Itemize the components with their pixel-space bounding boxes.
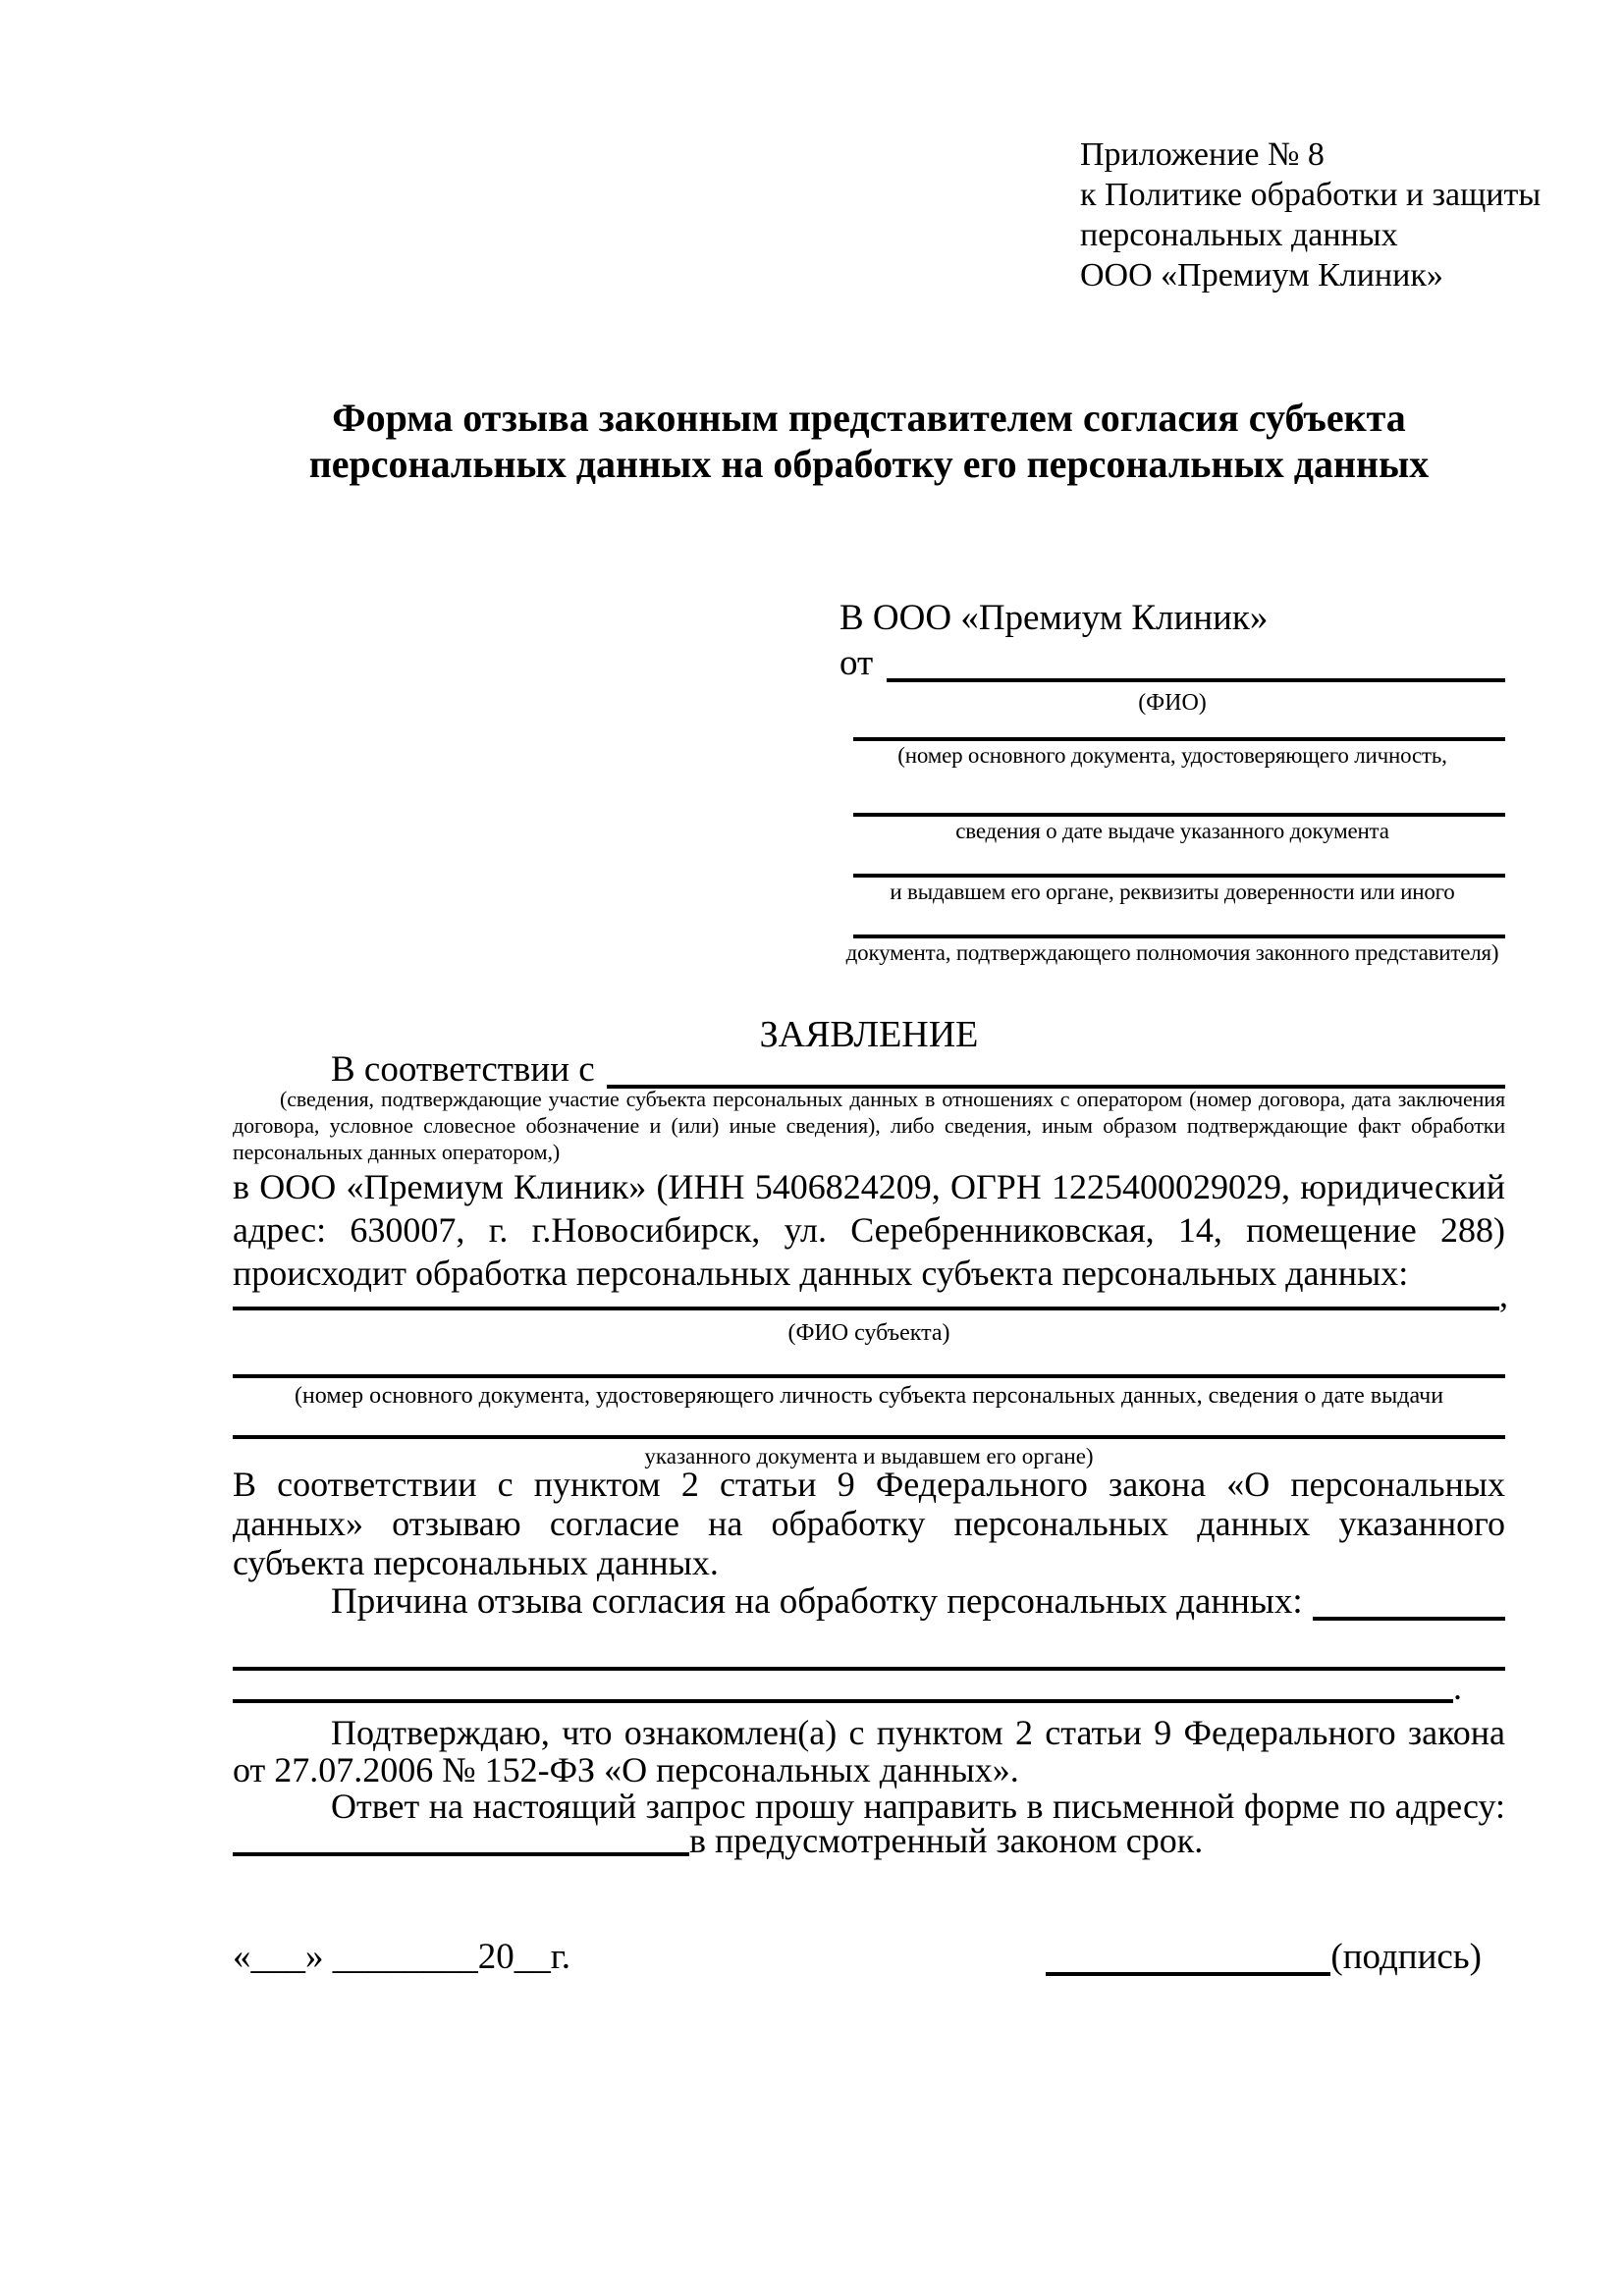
withdraw-paragraph: В соответствии с пунктом 2 статьи 9 Федерального закона «О персональных данных» отзываю согласие на обработку персональных данных указанного субъекта персональных данных. [233, 1465, 1505, 1582]
fio-caption: (ФИО) [1138, 690, 1207, 716]
addressee-from-row [839, 642, 1505, 685]
authority-doc-blank [853, 934, 1505, 938]
blank-caption: сведения о дате выдаче указанного документа [955, 819, 1389, 843]
page-title [233, 395, 1505, 487]
addressee-to: В ООО «Премиум Клиник» [839, 598, 1269, 638]
subject-fio-suffix: , [1499, 1275, 1508, 1314]
page-title-line: Форма отзыва законным представителем согласия субъекта [332, 396, 1406, 440]
appendix-note-line: Приложение № 8 [1080, 136, 1325, 173]
reply-line: Ответ на настоящий запрос прошу направить в письменной форме по адресу: [331, 1787, 1505, 1826]
appendix-note-line: ООО «Премиум Клиник» [1080, 257, 1443, 294]
date-blank: «___» ________20__г. [233, 1937, 571, 1977]
blank-line-period: . [1453, 1668, 1462, 1707]
subject-fio-caption: (ФИО субъекта) [787, 1320, 950, 1346]
blank-caption: (номер основного документа, удостоверяющего личность, [897, 743, 1447, 768]
blank-caption: и выдавшем его органе, реквизиты доверенности или иного [890, 880, 1455, 904]
from-label: от [839, 643, 874, 683]
signature-caption: (подпись) [1330, 1937, 1482, 1977]
subject-fio-row [233, 1276, 1508, 1313]
appendix-note-line: к Политике обработки и защиты [1080, 177, 1542, 213]
subject-doc-caption: (номер основного документа, удостоверяющего личность субъекта персональных данных, сведения о дате выдачи [294, 1383, 1444, 1409]
reason-row [233, 1580, 1505, 1624]
reply-address-row [233, 1822, 1505, 1859]
signature-group [1046, 1936, 1482, 1979]
reply-suffix: в предусмотренный законом срок. [689, 1821, 1204, 1860]
reason-blank-line-2 [233, 1669, 1508, 1706]
page-title-line: персональных данных на обработку его персональных данных [308, 442, 1430, 486]
confirm-paragraph: Подтверждаю, что ознакомлен(а) с пунктом 2 статьи 9 Федерального закона от 27.07.2006 № 152-ФЗ «О персональных данных». [233, 1713, 1505, 1789]
signature-row [233, 1936, 1505, 1979]
reason-blank [1313, 1580, 1505, 1621]
from-name-blank [887, 642, 1505, 682]
subject-fio-blank [233, 1276, 1499, 1310]
reason-blank-2 [233, 1669, 1453, 1703]
subject-doc-caption-2: указанного документа и выдавшем его органе) [644, 1444, 1094, 1468]
document-number-blank [853, 737, 1505, 741]
intro-caption: (сведения, подтверждающие участие субъекта персональных данных в отношениях с оператором (номер договора, дата заключения договора, условное словесное обозначение и (или) иные сведения), либо сведения, иным образом подтверждающие факт обработки персональных данных оператором,) [233, 1087, 1505, 1164]
issue-date-blank [853, 813, 1505, 817]
appendix-note [1080, 134, 1541, 295]
reason-label: Причина отзыва согласия на обработку персональных данных: [331, 1581, 1303, 1622]
issuer-blank [853, 874, 1505, 878]
reply-address-blank [233, 1822, 689, 1856]
operator-paragraph: в ООО «Премиум Клиник» (ИНН 5406824209, ОГРН 1225400029029, юридический адрес: 630007, г. г.Новосибирск, ул. Серебренниковская, 14, помещение 288) происходит обработка персональных данных субъекта персональных данных: [233, 1167, 1505, 1293]
subject-doc-blank-2 [233, 1435, 1505, 1439]
intro-label: В соответствии с [331, 1049, 595, 1090]
intro-blank [607, 1048, 1505, 1089]
appendix-note-line: персональных данных [1080, 217, 1398, 253]
blank-caption: документа, подтверждающего полномочия законного представителя) [845, 940, 1499, 965]
subject-doc-blank [233, 1374, 1505, 1378]
statement-heading: ЗАЯВЛЕНИЕ [759, 1014, 979, 1055]
addressee-block [839, 597, 1505, 989]
signature-blank [1046, 1936, 1330, 1976]
